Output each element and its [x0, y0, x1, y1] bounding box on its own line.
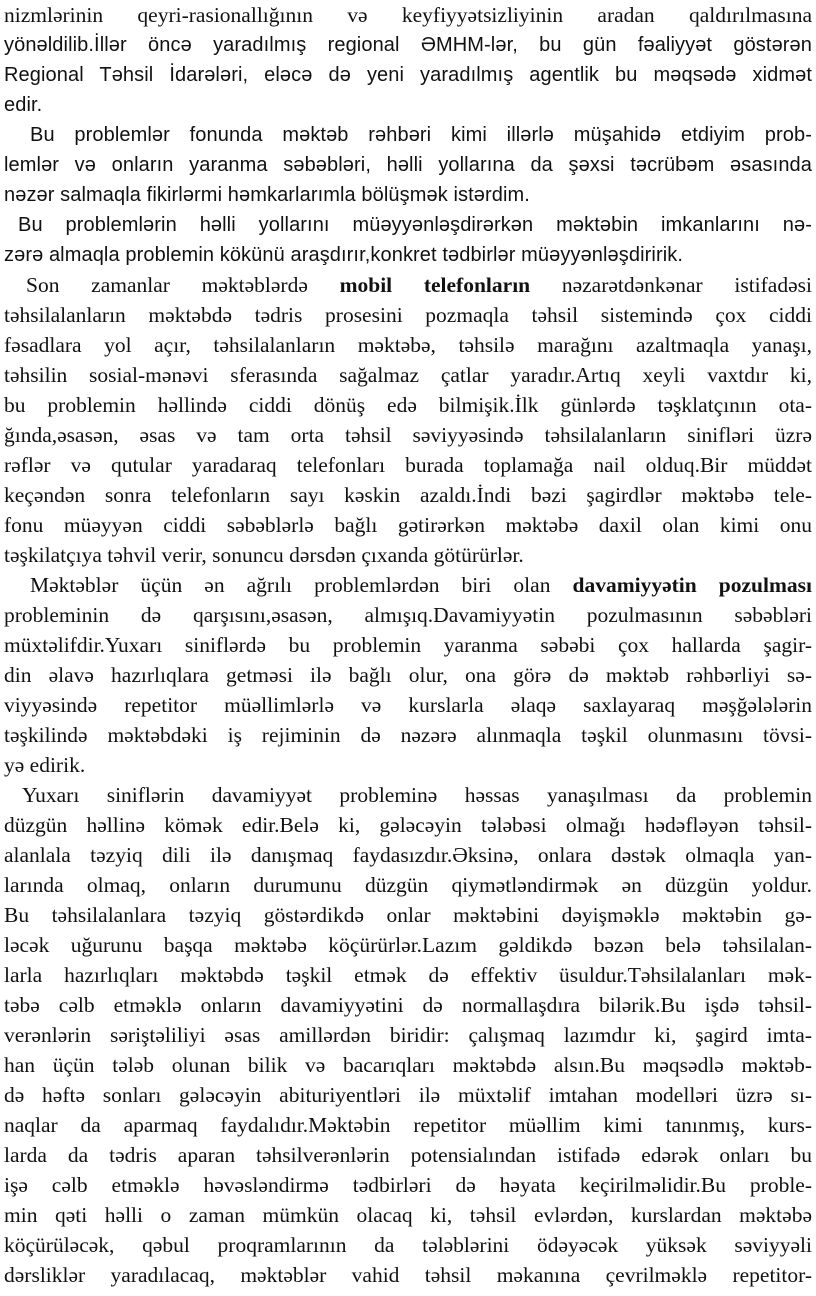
- paragraph-6-line-4: larında olmaq, onların durumunu düzgün qiymətləndirmək ən düzgün yoldur.: [4, 873, 812, 897]
- paragraph-6-line-1: Yuxarı siniflərin davamiyyət probleminə həssas yanaşılması da problemin: [22, 783, 812, 807]
- paragraph-4-line-1-start: Son zamanlar məktəblərdə: [26, 273, 340, 297]
- paragraph-6-line-16: köçürüləcək, qəbul proqramlarının da tələblərini ödəyəcək yüksək səviyyəli: [4, 1233, 812, 1257]
- paragraph-6-line-10: han üçün tələb olunan bilik və bacarıqları məktəbdə alsın.Bu məqsədlə məktəb-: [4, 1053, 812, 1077]
- paragraph-4-line-3: fəsadlara yol açır, təhsilalanların məktəbə, təhsilə marağını azaltmaqla yanaşı,: [4, 333, 812, 357]
- paragraph-5-line-3: müxtəlifdir.Yuxarı siniflərdə bu problemin yaranma səbəbi çox hallarda şagir-: [4, 633, 812, 657]
- paragraph-6-line-15: min qəti həlli o zaman mümkün olacaq ki, təhsil evlərdən, kurslardan məktəbə: [4, 1203, 812, 1227]
- paragraph-4-line-1: [26, 270, 812, 300]
- paragraph-6-line-13: larda da tədris aparan təhsilverənlərin potensialından istifadə edərək onları bu: [4, 1143, 812, 1167]
- paragraph-3-line-1: Bu problemlərin həlli yollarını müəyyənləşdirərkən məktəbin imkanlarını nə-: [18, 214, 812, 236]
- paragraph-4-line-5: bu problemin həllində ciddi dönüş edə bilmişik.İlk günlərdə təşklatçının ota-: [4, 393, 812, 417]
- paragraph-6-line-6: ləcək uğurunu başqa məktəbə köçürürlər.Lazım gəldikdə bəzən belə təhsilalan-: [4, 933, 812, 957]
- paragraph-6-line-9: verənlərin səriştəliliyi əsas amillərdən biridir: çalışmaq lazımdır ki, şagird imta-: [4, 1023, 812, 1047]
- paragraph-5-line-6: təşkilində məktəbdəki iş rejiminin də nəzərə alınmaqla təşkil olunmasını tövsi-: [4, 723, 812, 747]
- paragraph-1-line-2: yönəldilib.İllər öncə yaradılmış regional ƏMHM-lər, bu gün fəaliyyət göstərən: [4, 34, 812, 56]
- paragraph-2-line-2: lemlər və onların yaranma səbəbləri, həlli yollarına da şəxsi təcrübəm əsasında: [4, 154, 812, 176]
- paragraph-4-line-9: fonu müəyyən ciddi səbəblərlə bağlı gətirərkən məktəbə daxil olan kimi onu: [4, 513, 812, 537]
- paragraph-6-line-17: dərsliklər yaradılacaq, məktəblər vahid təhsil məkanına çevrilməklə repetitor-: [4, 1263, 812, 1287]
- paragraph-5-line-7: yə edirik.: [4, 753, 86, 777]
- paragraph-5-line-2: probleminin də qarşısını,əsasən, almışıq.Davamiyyətin pozulmasının səbəbləri: [4, 603, 812, 627]
- paragraph-6-line-8: təbə cəlb etməklə onların davamiyyətini də normallaşdıra bilərik.Bu işdə təhsil-: [4, 993, 812, 1017]
- paragraph-1-line-4: edir.: [4, 94, 43, 116]
- paragraph-6-line-12: naqlar da aparmaq faydalıdır.Məktəbin repetitor müəllim kimi tanınmış, kurs-: [4, 1113, 812, 1137]
- paragraph-2-line-3: nəzər salmaqla fikirlərmi həmkarlarımla bölüşmək istərdim.: [4, 184, 530, 206]
- mobile-phones-emphasis: mobil telefonların: [339, 273, 531, 297]
- paragraph-3-line-2: zərə almaqla problemin kökünü araşdırır,konkret tədbirlər müəyyənləşdiririk.: [4, 244, 684, 266]
- paragraph-1-line-1: nizmlərinin qeyri-rasionallığının və keyfiyyətsizliyinin aradan qaldırılmasına: [4, 3, 812, 27]
- paragraph-6-line-3: alanlala təzyiq dili ilə danışmaq faydasızdır.Əksinə, onlara dəstək olmaqla yan-: [4, 843, 812, 867]
- paragraph-6-line-11: də həftə sonları gələcəyin abituriyentləri ilə müxtəlif imtahan modelləri üzrə sı-: [4, 1083, 812, 1107]
- paragraph-5-line-1-start: Məktəblər üçün ən ağrılı problemlərdən biri olan: [30, 573, 573, 597]
- paragraph-6-line-5: Bu təhsilalanlara təzyiq göstərdikdə onlar məktəbini dəyişməklə məktəbin gə-: [4, 903, 812, 927]
- paragraph-5-line-5: viyyəsində repetitor müəllimlərlə və kurslarla əlaqə saxlayaraq məşğələlərin: [4, 693, 812, 717]
- paragraph-4-line-6: ğında,əsasən, əsas və tam orta təhsil səviyyəsində təhsilalanların sinifləri üzrə: [4, 423, 812, 447]
- attendance-violation-emphasis: davamiyyətin pozulması: [572, 573, 812, 597]
- paragraph-6-line-14: işə cəlb etməklə həvəsləndirmə tədbirləri də həyata keçirilməlidir.Bu proble-: [4, 1173, 812, 1197]
- paragraph-5-line-1: [30, 570, 812, 600]
- paragraph-1-line-3: Regional Təhsil İdarələri, eləcə də yeni yaradılmış agentlik bu məqsədə xidmət: [4, 64, 812, 86]
- paragraph-4-line-4: təhsilin sosial-mənəvi sferasında sağalmaz çatlar yaradır.Artıq xeyli vaxtdır ki,: [4, 363, 812, 387]
- paragraph-6-line-2: düzgün həllinə kömək edir.Belə ki, gələcəyin tələbəsi olmağı hədəfləyən təhsil-: [4, 813, 812, 837]
- paragraph-2-line-1: Bu problemlər fonunda məktəb rəhbəri kimi illərlə müşahidə etdiyim prob-: [30, 124, 812, 146]
- paragraph-4-line-10: təşkilatçıya təhvil verir, sonuncu dərsdən çıxanda götürürlər.: [4, 543, 524, 567]
- paragraph-4-line-8: keçəndən sonra telefonların sayı kəskin azaldı.İndi bəzi şagirdlər məktəbə tele-: [4, 483, 812, 507]
- paragraph-5-line-4: din əlavə hazırlıqlara getməsi ilə bağlı olur, ona görə də məktəb rəhbərliyi sə-: [4, 663, 812, 687]
- paragraph-4-line-2: təhsilalanların məktəbdə tədris prosesini pozmaqla təhsil sistemində çox ciddi: [4, 303, 812, 327]
- paragraph-6-line-7: larla hazırlıqları məktəbdə təşkil etmək də effektiv üsuldur.Təhsilalanları mək-: [4, 963, 812, 987]
- paragraph-4-line-1-end: nəzarətdənkənar istifadəsi: [530, 273, 812, 297]
- paragraph-4-line-7: rəflər və qutular yaradaraq telefonları burada toplamağa nail olduq.Bir müddət: [4, 453, 812, 477]
